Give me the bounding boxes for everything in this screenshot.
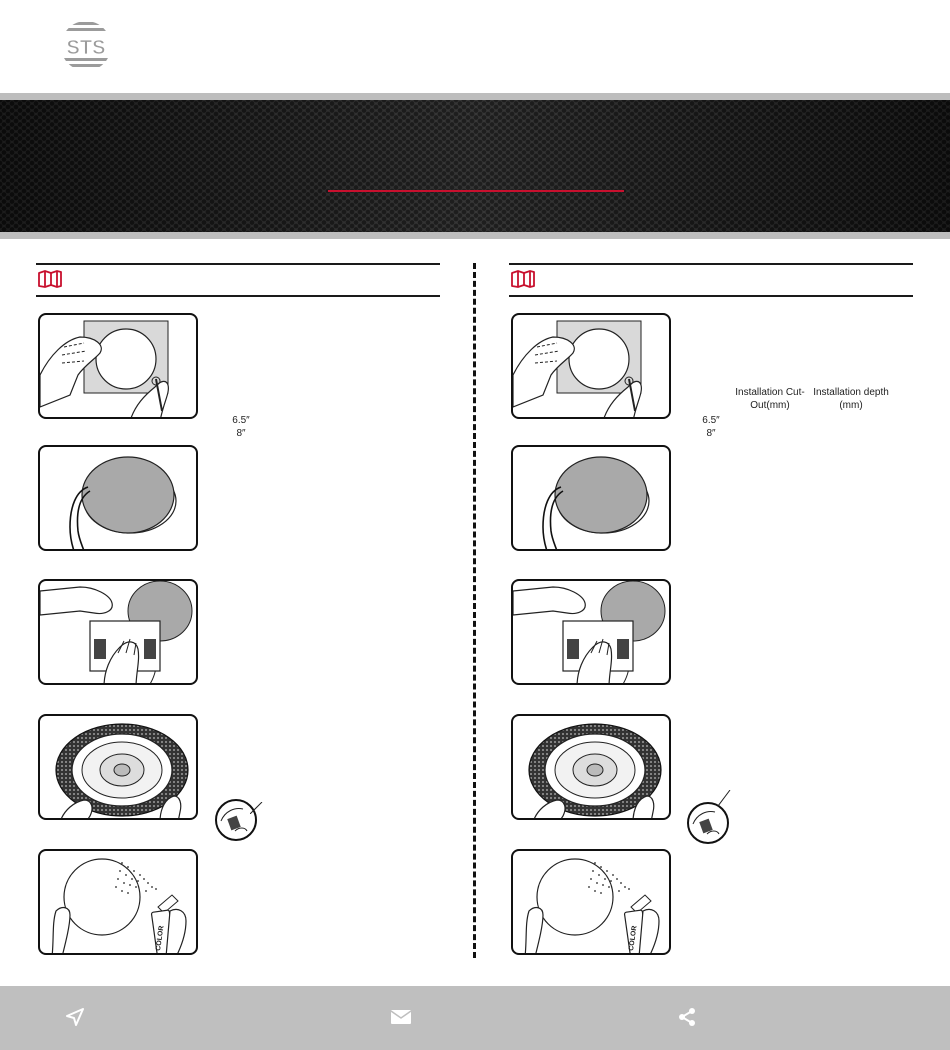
left-size-label-6-5: 6.5″ [232,415,250,426]
step-3-clamp-illustration [511,579,671,685]
right-column-header [509,263,913,297]
map-icon [511,270,535,293]
step-5-paint-illustration [511,849,671,955]
step-4-grille-illustration [38,714,198,820]
step-5-paint-illustration [38,849,198,955]
right-size-label-6-5: 6.5″ [702,415,720,426]
svg-text:COLOR: COLOR [155,925,166,952]
left-column-header [36,263,440,297]
send-icon [66,1008,84,1026]
step-4-grille-illustration [511,714,671,820]
svg-text:COLOR: COLOR [628,925,639,952]
zoom-pointer-line [250,802,264,814]
sts-logo [60,20,112,72]
mail-icon [390,1009,412,1025]
step-1-template-illustration [38,313,198,419]
step-2-speaker-wires-illustration [38,445,198,551]
left-column [36,263,440,297]
map-icon [38,270,62,293]
send-button[interactable] [62,1004,88,1030]
left-size-label-8: 8″ [236,428,246,439]
step-1-template-illustration [511,313,671,419]
mail-button[interactable] [388,1004,414,1030]
right-size-label-8: 8″ [706,428,716,439]
right-column [509,263,913,297]
svg-text:STS: STS [66,37,106,59]
step-4-zoom-detail [687,802,729,844]
step-2-speaker-wires-illustration [511,445,671,551]
zoom-pointer-line [718,790,732,806]
banner-accent-line [328,190,624,192]
table-header-depth: Installation depth (mm) [813,387,889,411]
share-button[interactable] [674,1004,700,1030]
table-header-cutout: Installation Cut-Out(mm) [735,387,805,411]
header-banner [0,93,950,239]
footer-bar [0,986,950,1050]
share-icon [677,1007,697,1027]
column-divider [473,263,476,958]
step-3-clamp-illustration [38,579,198,685]
